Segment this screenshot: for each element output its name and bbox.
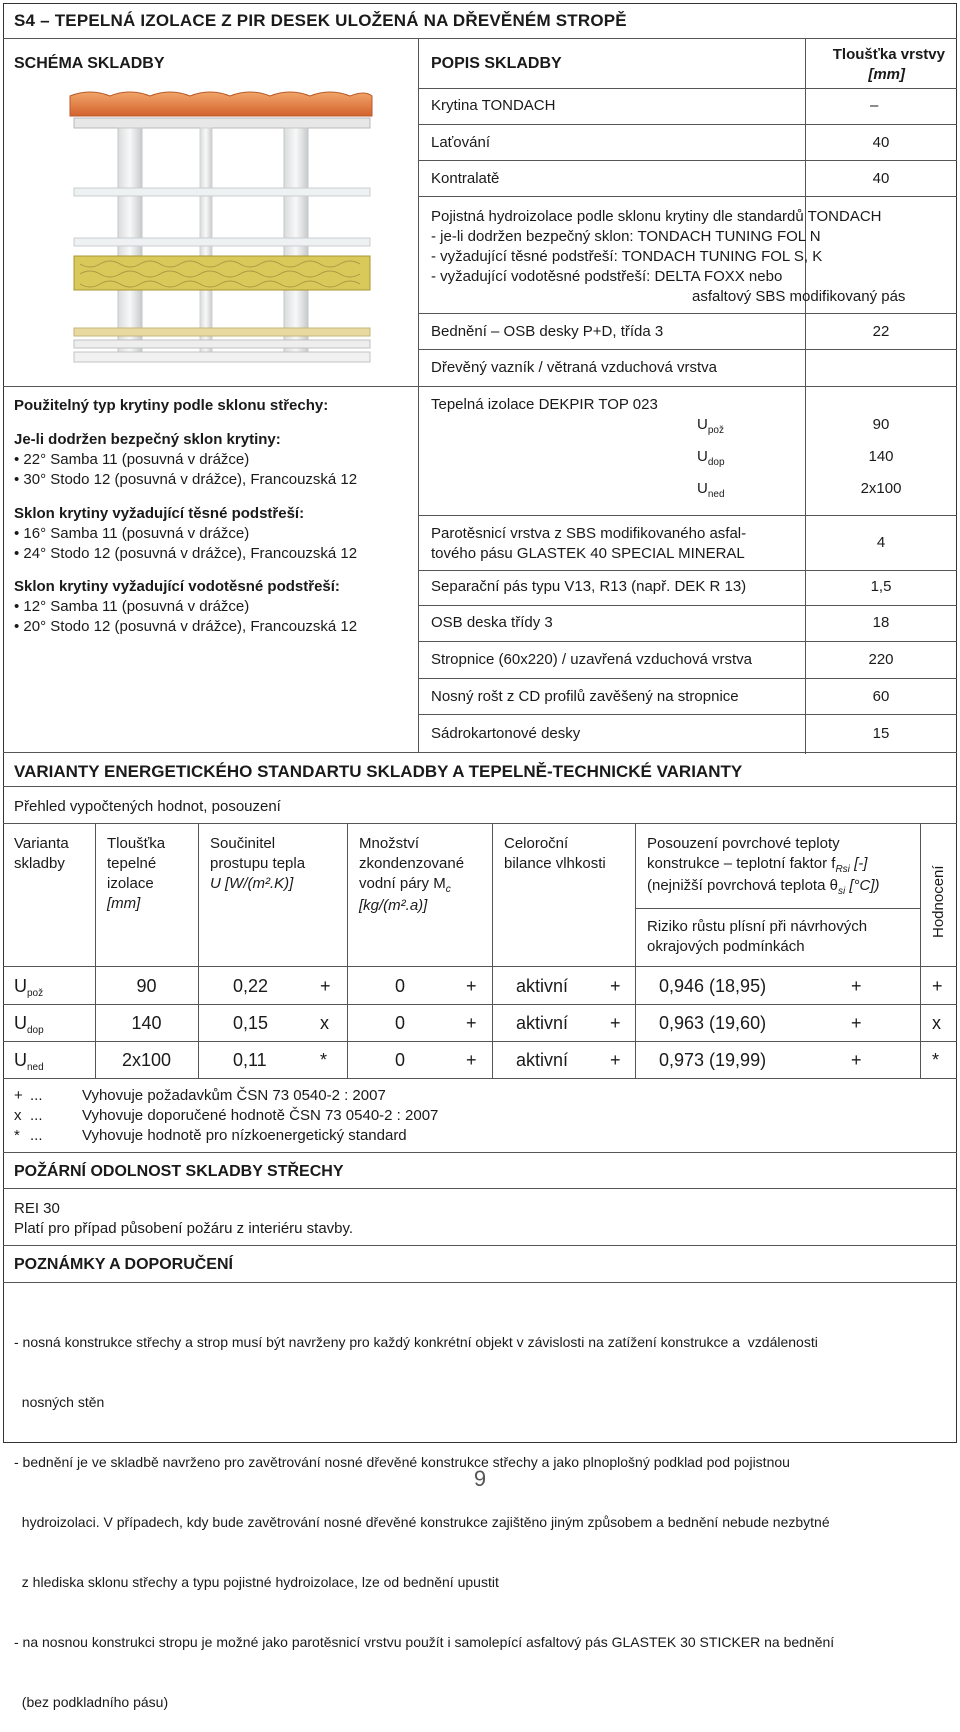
page-title: S4 – TEPELNÁ IZOLACE Z PIR DESEK ULOŽENÁ NA DŘEVĚNÉM STROPĚ (14, 11, 627, 30)
layer-label: Nosný rošt z CD profilů zavěšený na stropnice (431, 688, 739, 705)
roof-tile-types: Použitelný typ krytiny podle sklonu střechy: Je-li dodržen bezpečný sklon krytiny: • 22° Samba 11 (posuvná v drážce) • 30° Stodo 12 (posuvná v drážce), Francouzská 12 Sklon krytiny vyžadující těsné podstřeší: • 16° Samba 11 (posuvná v drážce) • 24° Stodo 12 (posuvná v drážce), Francouzská 12 Sklon krytiny vyžadující vodotěsné podstřeší: • 12° Samba 11 (posuvná v drážce) • 20° Stodo 12 (posuvná v drážce), Francouzská 12 (14, 397, 358, 635)
col-varianta: Varianta skladby (14, 835, 69, 872)
layer-value: – (870, 97, 879, 114)
page-number: 9 (473, 1466, 487, 1491)
roof-schema-illustration (60, 88, 380, 378)
col-mnozstvi: Množství zkondenzované vodní páry $M_c$ [kg/(m².a)] (359, 835, 465, 914)
u-poz-label: $U_{pož}$ (697, 416, 724, 436)
layer-value: 22 (872, 323, 890, 340)
pozarni-text: REI 30 Platí pro případ působení požáru z interiéru stavby. (14, 1200, 354, 1237)
varianty-subheading: Přehled vypočtených hodnot, posouzení (14, 798, 281, 815)
layer-value: 40 (872, 170, 890, 187)
insulation-label: Tepelná izolace DEKPIR TOP 023 (431, 396, 658, 413)
layer-value: 1,5 (870, 578, 892, 595)
poznamky-text: - nosná konstrukce střechy a strop musí být navrženy pro každý konkrétní objekt v závislosti na zatížení konstrukce a vzdálenosti nosných stěn - bednění je ve skladbě navrženo pro zavětrování nosné dřevěné konstrukce střechy a jako plnoplošný podklad pod pojistnou hydroizolaci. V případech, kdy bude zavětrování nosné dřevěné konstrukce zajištěno jiným způsobem a bednění nebude nezbytné z hlediska sklonu střechy a typu pojistné hydroizolace, lze od bednění upustit - na nosnou konstrukci stropu je možné jako parotěsnicí vrstvu použít i samolepící asfaltový pás GLASTEK 30 STICKER na bednění (bez podkladního pásu) (14, 1334, 835, 1710)
col-hodnoceni: Hodnocení (930, 865, 947, 938)
col-riziko: Riziko růstu plísní při návrhových okrajových podmínkách (647, 918, 868, 955)
col-bilance: Celoroční bilance vlhkosti (504, 835, 606, 872)
layer-label: Bednění – OSB desky P+D, třída 3 (431, 323, 664, 340)
poznamky-heading: POZNÁMKY A DOPORUČENÍ (14, 1256, 233, 1273)
layer-label: Laťování (431, 134, 491, 151)
layer-label: Kontralatě (431, 170, 500, 187)
layer-label: Separační pás typu V13, R13 (např. DEK R 13) (431, 578, 747, 595)
popis-header: POPIS SKLADBY (431, 55, 562, 72)
layer-value: 4 (876, 534, 886, 551)
layer-label: Sádrokartonové desky (431, 725, 581, 742)
layer-value: 60 (872, 688, 890, 705)
layer-label: Krytina TONDACH (431, 97, 556, 114)
legend: + ... Vyhovuje požadavkům ČSN 73 0540-2 : 2007 x ... Vyhovuje doporučené hodnotě ČSN 73 0540-2 : 2007 * ... Vyhovuje hodnotě pro nízkoenergetický standard (14, 1087, 439, 1144)
layer-label: OSB deska třídy 3 (431, 614, 553, 631)
layer-value: 40 (872, 134, 890, 151)
layer-value: 220 (868, 651, 894, 668)
u-ned-value: 2x100 (860, 480, 902, 497)
layer-label: Stropnice (60x220) / uzavřená vzduchová vrstva (431, 651, 752, 668)
u-poz-value: 90 (872, 416, 890, 433)
pozarni-heading: POŽÁRNÍ ODOLNOST SKLADBY STŘECHY (14, 1163, 344, 1180)
tloustka-header: Tloušťka vrstvy (832, 46, 945, 63)
varianty-heading: VARIANTY ENERGETICKÉHO STANDARTU SKLADBY A TEPELNĚ-TECHNICKÉ VARIANTY (14, 762, 743, 781)
schema-header: SCHÉMA SKLADBY (14, 55, 165, 72)
u-dop-label: $U_{dop}$ (697, 448, 725, 468)
col-tloustka: Tloušťka tepelné izolace [mm] (107, 835, 166, 912)
col-soucinitel: Součinitel prostupu tepla U [W/(m².K)] (210, 835, 306, 892)
hydro-description: Pojistná hydroizolace podle sklonu krytiny dle standardů TONDACH - je-li dodržen bezpečný sklon: TONDACH TUNING FOL N - vyžadující těsné podstřeší: TONDACH TUNING FOL S, K - vyžadující vodotěsné podstřeší: DELTA FOXX nebo asfaltový SBS modifikovaný pás (431, 208, 906, 305)
tloustka-unit: [mm] (868, 66, 905, 83)
layer-label: Dřevěný vazník / větraná vzduchová vrstva (431, 359, 717, 376)
u-dop-value: 140 (868, 448, 894, 465)
layer-label: Parotěsnicí vrstva z SBS modifikovaného asfal- tového pásu GLASTEK 40 SPECIAL MINERAL (431, 525, 747, 562)
layer-value: 18 (872, 614, 890, 631)
col-posouzeni: Posouzení povrchové teploty konstrukce – teplotní faktor $f_{Rsi}$ [-] (nejnižší povrchová teplota $\theta_{si}$ [°C]) (647, 835, 880, 897)
layer-value: 15 (872, 725, 890, 742)
u-ned-label: $U_{ned}$ (697, 480, 725, 500)
